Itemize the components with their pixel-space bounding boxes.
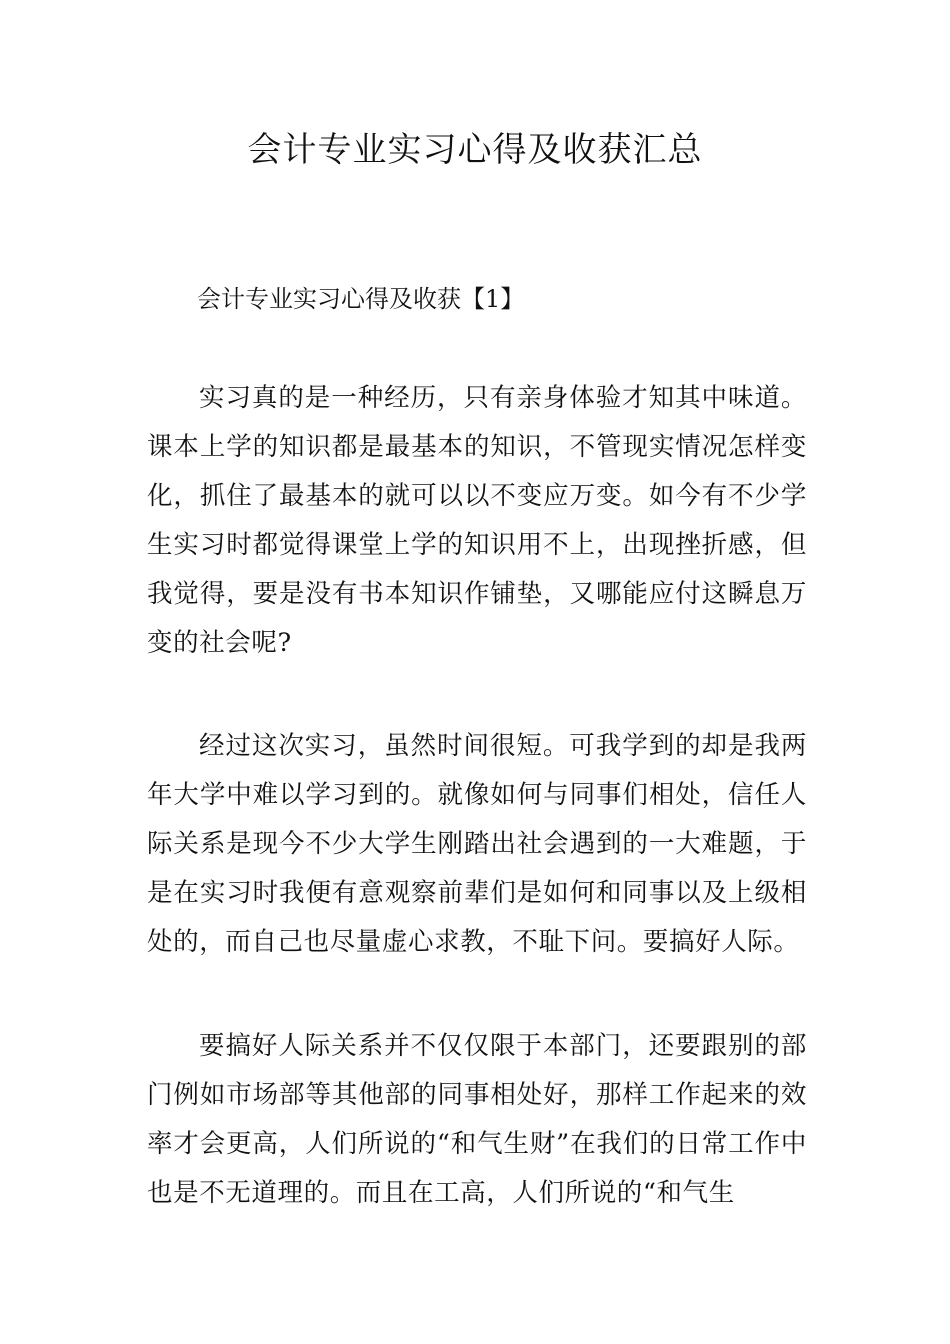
- paragraph-2: 经过这次实习，虽然时间很短。可我学到的却是我两年大学中难以学习到的。就像如何与同事们相处，信任人际关系是现今不少大学生刚踏出社会遇到的一大难题，于是在实习时我便有意观察前辈们是如何和同事以及上级相处的，而自己也尽量虚心求教，不耻下问。要搞好人际。: [147, 731, 807, 957]
- paragraph-3: 要搞好人际关系并不仅仅限于本部门，还要跟别的部门例如市场部等其他部的同事相处好，那样工作起来的效率才会更高，人们所说的“和气生财”在我们的日常工作中也是不无道理的。而且在工高，人们所说的“和气生: [147, 1031, 807, 1208]
- section-heading: 会计专业实习心得及收获【1】: [197, 285, 525, 313]
- document-title: 会计专业实习心得及收获汇总: [247, 130, 703, 170]
- paragraph-1: 实习真的是一种经历，只有亲身体验才知其中味道。课本上学的知识都是最基本的知识，不管现实情况怎样变化，抓住了最基本的就可以以不变应万变。如今有不少学生实习时都觉得课堂上学的知识用不上，出现挫折感，但我觉得，要是没有书本知识作铺垫，又哪能应付这瞬息万变的社会呢?: [147, 383, 807, 658]
